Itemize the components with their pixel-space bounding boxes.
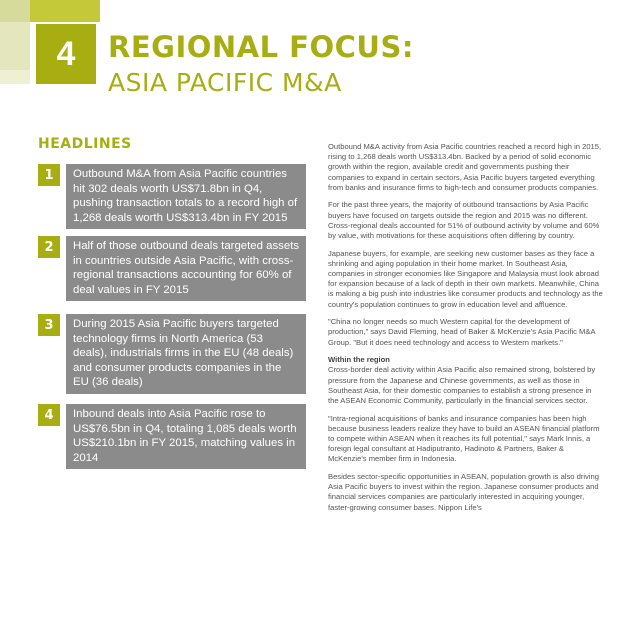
- headline-number: 3: [38, 314, 60, 336]
- headline-number: 1: [38, 164, 60, 186]
- body-paragraph: "China no longer needs so much Western capital for the development of production," says David Fleming, head of Baker & McKenzie's Asia Pacific M&A Group. "But it does need technology and access to Western markets.": [328, 317, 596, 347]
- headline-number: 2: [38, 236, 60, 258]
- body-subheading: Within the region: [328, 355, 390, 365]
- section-number-badge: 4: [36, 24, 96, 84]
- headlines-heading: HEADLINES: [38, 136, 132, 152]
- headline-item: [38, 314, 306, 394]
- headline-text: Half of those outbound deals targeted assets in countries outside Asia Pacific, with cross-regional transactions accounting for 60% of deal values in FY 2015: [66, 236, 306, 301]
- page-title: REGIONAL FOCUS:: [108, 30, 414, 64]
- headline-text: Outbound M&A from Asia Pacific countries hit 302 deals worth US$71.8bn in Q4, pushing transaction totals to a record high of 1,268 deals worth US$313.4bn in FY 2015: [66, 164, 306, 229]
- headline-item: [38, 404, 306, 469]
- body-paragraph: For the past three years, the majority of outbound transactions by Asia Pacific buyers have focused on targets outside the region and 2015 was no different. Cross-regional deals accounted for 51% of outbound activity by volume and 60% by value, with motivations for these acquisitions often differing by country.: [328, 200, 600, 241]
- decor-square-2: [30, 0, 100, 22]
- headline-text: During 2015 Asia Pacific buyers targeted technology firms in North America (53 deals), industrials firms in the EU (48 deals) and consumer products companies in the EU (36 deals): [66, 314, 306, 394]
- decor-square-3: [0, 22, 30, 70]
- decor-square-4: [0, 70, 30, 84]
- decor-square-1: [0, 0, 30, 22]
- headline-item: [38, 164, 306, 229]
- headline-number: 4: [38, 404, 60, 426]
- body-paragraph: Cross-border deal activity within Asia Pacific also remained strong, bolstered by pressure from the Japanese and Chinese governments, as well as those in Southeast Asia, for their domestic companies to establish a strong presence in the ASEAN Economic Community, particularly in the financial services sector.: [328, 365, 596, 406]
- headline-item: [38, 236, 306, 301]
- body-paragraph: Outbound M&A activity from Asia Pacific countries reached a record high in 2015, rising to 1,268 deals worth US$313.4bn. Backed by a period of solid economic growth within the region, available credit and governments pushing their companies to expand in certain sectors, Asia Pacific buyers targeted everything from banks and insurance firms to high-tech and consumer products companies.: [328, 142, 602, 192]
- body-paragraph: "Intra-regional acquisitions of banks and insurance companies has been high because business leaders realize they have to build an ASEAN financial platform to compete within ASEAN when it reaches its full potential," says Mark Innis, a foreign legal consultant at Hadiputranto, Hadinoto & Partners, Baker & McKenzie's member firm in Indonesia.: [328, 413, 600, 464]
- body-paragraph: Japanese buyers, for example, are seeking new customer bases as they face a shrinking and aging population in their home market. In Southeast Asia, companies in stronger economies like Singapore and Malaysia must look abroad for expansion because of a lack of depth in their own markets. Meanwhile, China is making a big push into industries like consumer products and technology as the country's population continues to grow in education level and affluence.: [328, 248, 603, 309]
- body-paragraph: Besides sector-specific opportunities in ASEAN, population growth is also driving Asia Pacific buyers to invest within the region. Japanese consumer products and financial services companies are particularly interested in acquiring younger, faster-growing consumer bases. Nippon Life's: [328, 472, 599, 512]
- body-column: [328, 142, 604, 520]
- headline-text: Inbound deals into Asia Pacific rose to US$76.5bn in Q4, totaling 1,085 deals worth US$210.1bn in FY 2015, matching values in 2014: [66, 404, 306, 469]
- page-subtitle: ASIA PACIFIC M&A: [108, 68, 342, 97]
